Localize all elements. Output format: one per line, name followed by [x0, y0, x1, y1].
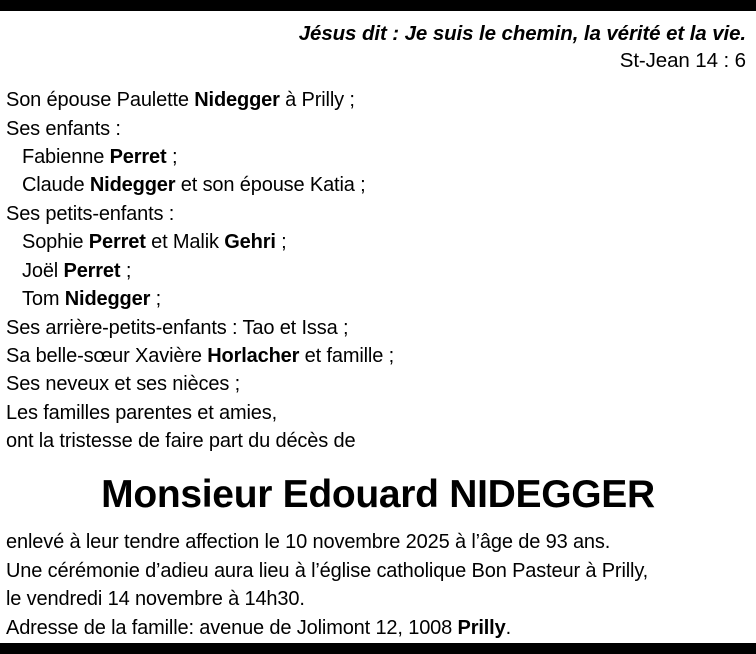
scripture-reference: St-Jean 14 : 6 — [619, 48, 746, 72]
surname-emphasis: Nidegger — [64, 288, 151, 311]
text-run: . — [505, 616, 511, 639]
text-run: Son épouse Paulette — [6, 89, 195, 112]
bottom-rule — [0, 643, 756, 654]
scripture-block — [6, 21, 750, 74]
scripture-verse: Jésus dit : Je suis le chemin, la vérité et la vie. — [298, 22, 746, 45]
text-run: et famille ; — [299, 344, 395, 367]
family-line — [6, 314, 750, 342]
text-run: Fabienne — [22, 146, 110, 169]
closing-line — [6, 528, 750, 556]
text-run: Ses petits-enfants : — [6, 202, 175, 225]
text-run: enlevé à leur tendre affection le 10 novembre 2025 à l’âge de 93 ans. — [6, 531, 611, 554]
surname-emphasis: Perret — [63, 259, 121, 282]
family-line — [6, 399, 750, 427]
surname-emphasis: Prilly — [457, 616, 506, 639]
deceased-name: Monsieur Edouard NIDEGGER — [101, 472, 655, 516]
family-line — [6, 427, 750, 455]
family-line — [6, 171, 750, 199]
text-run: et Malik — [145, 231, 225, 254]
surname-emphasis: Perret — [88, 231, 146, 254]
text-run: ; — [120, 259, 132, 282]
text-run: Ses enfants : — [6, 117, 121, 140]
family-line — [6, 342, 750, 370]
text-run: ont la tristesse de faire part du décès de — [6, 430, 356, 453]
family-line — [6, 200, 750, 228]
text-run: Tom — [22, 288, 65, 311]
text-run: ; — [166, 146, 178, 169]
surname-emphasis: Nidegger — [89, 174, 176, 197]
text-run: à Prilly ; — [279, 89, 355, 112]
surname-emphasis: Perret — [109, 146, 167, 169]
family-line — [6, 115, 750, 143]
text-run: et son épouse Katia ; — [175, 174, 366, 197]
family-line — [6, 370, 750, 398]
text-run: Les familles parentes et amies, — [6, 401, 278, 424]
text-run: Ses neveux et ses nièces ; — [6, 373, 241, 396]
notice-body — [0, 11, 756, 643]
surname-emphasis: Horlacher — [207, 344, 300, 367]
family-list — [6, 86, 750, 455]
text-run: Adresse de la famille: avenue de Jolimont 12, 1008 — [6, 616, 458, 639]
text-run: Joël — [22, 259, 64, 282]
family-line — [6, 228, 750, 256]
text-run: Sophie — [22, 231, 89, 254]
surname-emphasis: Gehri — [224, 231, 276, 254]
family-line — [6, 86, 750, 114]
family-line — [6, 143, 750, 171]
closing-line — [6, 614, 750, 642]
family-line — [6, 257, 750, 285]
text-run: le vendredi 14 novembre à 14h30. — [6, 588, 305, 611]
closing-block — [6, 528, 750, 642]
text-run: Une cérémonie d’adieu aura lieu à l’église catholique Bon Pasteur à Prilly, — [6, 559, 649, 582]
text-run: ; — [275, 231, 287, 254]
text-run: Ses arrière-petits-enfants : Tao et Issa ; — [6, 316, 349, 339]
closing-line — [6, 585, 750, 613]
text-run: Claude — [22, 174, 90, 197]
closing-line — [6, 557, 750, 585]
surname-emphasis: Nidegger — [194, 89, 280, 112]
text-run: Sa belle-sœur Xavière — [6, 344, 208, 367]
family-line — [6, 285, 750, 313]
top-rule — [0, 0, 756, 11]
text-run: ; — [150, 288, 162, 311]
